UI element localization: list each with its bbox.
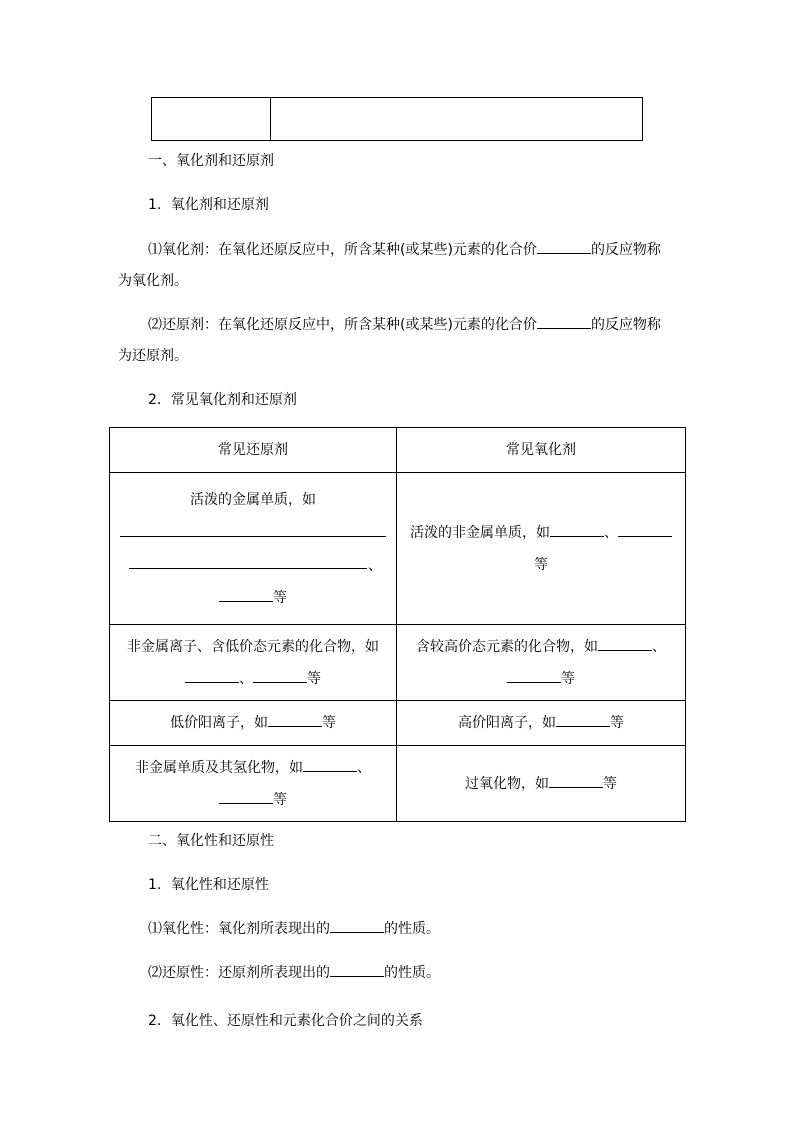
paragraph-oxidant-text-a: ⑴氧化剂：在氧化还原反应中，所含某种(或某些)元素的化合价 [148,242,537,258]
fill-blank[interactable] [550,522,604,537]
suffix-etc: 等 [273,791,287,808]
cell-high-cations [397,701,686,746]
paragraph-oxidizing-text-b: 的性质。 [384,921,440,937]
cell-low-valence-compounds [110,625,397,701]
suffix-etc: 等 [534,556,548,573]
fill-blank[interactable] [537,239,591,254]
cell-nonmetal-oxidants [397,473,686,625]
paragraph-oxidizing [148,918,440,938]
paragraph-oxidizing-text-a: ⑴氧化性：氧化剂所表现出的 [148,921,330,937]
fill-blank[interactable] [537,314,591,329]
oxidant-reductant-table [109,427,686,822]
section-2-heading: 二、氧化性和还原性 [148,833,274,849]
suffix-etc: 等 [322,715,336,731]
section-1-sub-1: 1．氧化剂和还原剂 [148,197,269,213]
separator: 、 [239,670,253,687]
fill-blank[interactable] [268,712,322,727]
header-oxidants: 常见氧化剂 [397,428,686,473]
cell-low-cations-text: 低价阳离子，如 [170,715,268,731]
cell-high-valence-compounds-text: 含较高价态元素的化合物，如 [416,638,598,655]
fill-blank[interactable] [598,636,652,651]
fill-blank[interactable] [303,757,357,772]
paragraph-reductant-line-2: 为还原剂。 [118,348,188,364]
cell-peroxides-text: 过氧化物，如 [465,775,549,792]
separator: 、 [604,524,618,541]
paragraph-reducing-text-a: ⑵还原性：还原剂所表现出的 [148,965,330,981]
section-1-heading: 一、氧化剂和还原剂 [148,153,274,169]
fill-blank[interactable] [549,773,603,788]
paragraph-oxidant-line-2: 为氧化剂。 [118,273,188,289]
cell-metal-reductants [110,473,397,625]
section-1-sub-2: 2．常见氧化剂和还原剂 [148,392,297,408]
cell-nonmetal-oxidants-text: 活泼的非金属单质，如 [410,524,550,541]
fill-blank[interactable] [556,712,610,727]
top-empty-cell-left [152,98,271,141]
top-empty-table [151,97,643,141]
paragraph-oxidant [148,239,661,259]
cell-high-valence-compounds [397,625,686,701]
suffix-etc: 等 [610,715,624,731]
paragraph-oxidant-text-b: 的反应物称 [590,242,661,258]
separator: 、 [357,759,371,776]
fill-blank[interactable] [120,536,386,537]
cell-low-cations [110,701,397,746]
cell-high-cations-text: 高价阳离子，如 [458,715,556,731]
fill-blank[interactable] [129,568,367,569]
suffix-etc: 等 [603,775,617,792]
paragraph-reductant-text-b: 的反应物称 [590,317,661,333]
fill-blank[interactable] [507,668,561,683]
cell-metal-reductants-text: 活泼的金属单质，如 [190,491,316,508]
cell-low-valence-compounds-text: 非金属离子、含低价态元素的化合物，如 [127,638,379,655]
separator: 、 [368,557,382,574]
cell-peroxides [397,746,686,822]
fill-blank[interactable] [618,522,672,537]
top-empty-cell-right [271,98,643,141]
fill-blank[interactable] [330,962,384,977]
separator: 、 [652,638,666,655]
paragraph-reductant [148,314,661,334]
fill-blank[interactable] [330,918,384,933]
cell-nonmetal-hydrides-text: 非金属单质及其氢化物，如 [135,759,303,776]
fill-blank[interactable] [219,587,273,602]
suffix-etc: 等 [561,670,575,687]
paragraph-reducing [148,962,440,982]
paragraph-reducing-text-b: 的性质。 [384,965,440,981]
suffix-etc: 等 [273,589,287,606]
paragraph-reductant-text-a: ⑵还原剂：在氧化还原反应中，所含某种(或某些)元素的化合价 [148,317,537,333]
section-2-sub-1: 1．氧化性和还原性 [148,877,269,893]
fill-blank[interactable] [253,668,307,683]
section-2-sub-2: 2．氧化性、还原性和元素化合价之间的关系 [148,1013,423,1029]
suffix-etc: 等 [307,670,321,687]
cell-nonmetal-hydrides [110,746,397,822]
header-reductants: 常见还原剂 [110,428,397,473]
fill-blank[interactable] [185,668,239,683]
fill-blank[interactable] [219,789,273,804]
